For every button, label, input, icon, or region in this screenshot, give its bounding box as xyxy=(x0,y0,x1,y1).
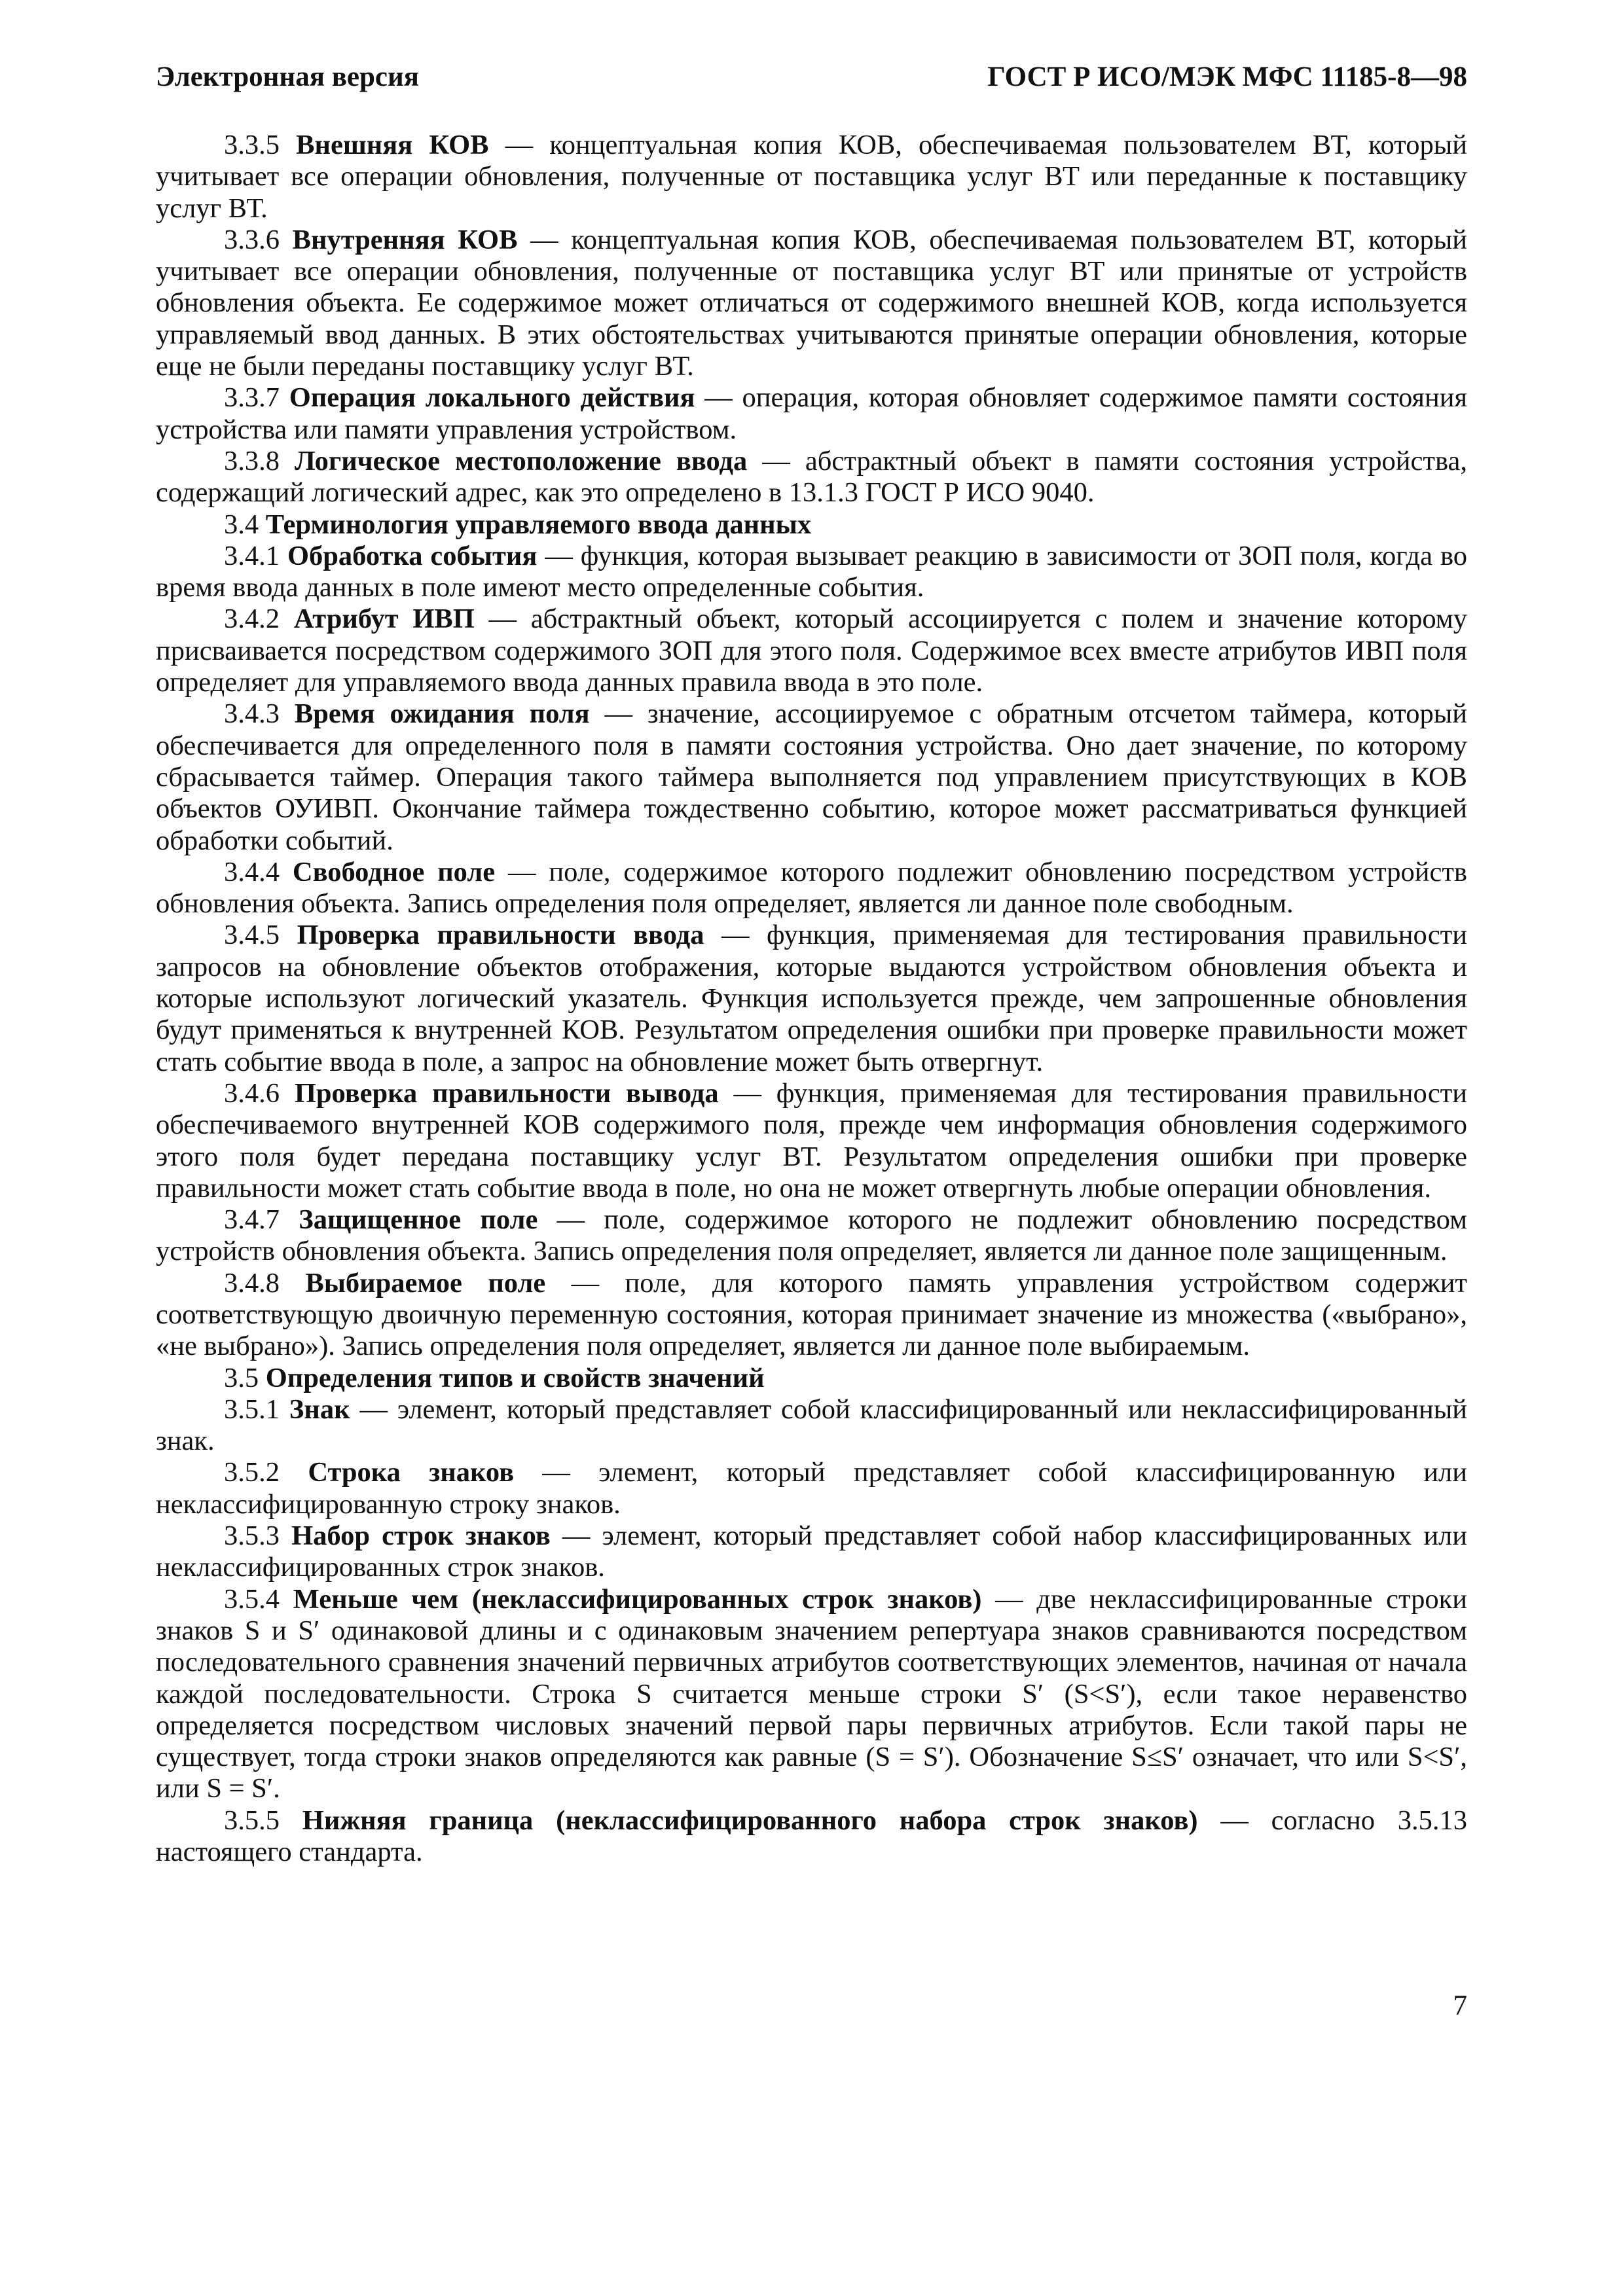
page-header xyxy=(156,58,1467,97)
definition-text: — концептуальная копия КОВ, обеспечиваемая пользователем ВТ, который учитывает все операции обновления, полученные от поставщика услуг ВТ или переданные к поставщику услуг ВТ. xyxy=(156,130,1467,224)
definition-text: — значение, ассоциируемое с обратным отсчетом таймера, который обеспечивается для определенного поля в памяти состояния устройства. Оно дает значение, по которому сбрасывается таймер. Операция такого таймера выполняется под управлением присутствующих в КОВ объектов ОУИВП. Окончание таймера тождественно событию, которое может рассматриваться функцией обработки событий. xyxy=(156,698,1467,856)
clause-number: 3.4.2 xyxy=(224,603,280,635)
paragraph xyxy=(156,698,1467,856)
clause-number: 3.5.2 xyxy=(224,1457,280,1488)
clause-number: 3.4.4 xyxy=(224,856,280,888)
definition-text: — операция, которая обновляет содержимое памяти состояния устройства или памяти управления устройством. xyxy=(156,382,1467,445)
defined-term: Время ожидания поля xyxy=(294,698,590,730)
clause-number: 3.3.5 xyxy=(224,130,280,160)
paragraph xyxy=(156,1394,1467,1458)
paragraph xyxy=(156,446,1467,509)
paragraph xyxy=(156,857,1467,920)
clause-number: 3.4.7 xyxy=(224,1204,280,1236)
clause-number: 3.5.1 xyxy=(224,1393,280,1425)
definition-text: — абстрактный объект, который ассоциируется с полем и значение которому присваивается посредством содержимого ЗОП для этого поля. Содержимое всех вместе атрибутов ИВП поля определяет для управляемого ввода данных правила ввода в это поле. xyxy=(156,603,1468,698)
defined-term: Проверка правильности ввода xyxy=(297,920,704,951)
defined-term: Знак xyxy=(289,1393,350,1425)
definition-text: — две неклассифицированные строки знаков S и S′ одинаковой длины и с одинаковым значением репертуара знаков сравниваются посредством последовательного сравнения значений первичных атрибутов соответствующих элементов, начиная от начала каждой последовательности. Строка S считается меньше строки S′ (S<S′), если такое неравенство определяется посредством числовых значений первой пары первичных атрибутов. Если такой пары не существует, тогда строки знаков определяются как равные (S = S′). Обозначение S≤S′ означает, что или S<S′, или S = S′. xyxy=(156,1583,1468,1804)
defined-term: Внешняя КОВ xyxy=(296,130,489,160)
paragraph xyxy=(156,1805,1467,1869)
paragraph xyxy=(156,541,1467,604)
header-standard-code: ГОСТ Р ИСО/МЭК МФС 11185-8—98 xyxy=(987,62,1467,92)
definition-text: — поле, для которого память управления устройством содержит соответствующую двоичную переменную состояния, которая принимает значение из множества («выбрано», «не выбрано»). Запись определения поля определяет, является ли данное поле выбираемым. xyxy=(156,1267,1468,1362)
paragraph xyxy=(156,1584,1467,1805)
paragraph xyxy=(156,382,1467,446)
paragraph xyxy=(156,920,1467,1077)
clause-number: 3.3.6 xyxy=(224,224,280,255)
definition-text: — функция, применяемая для тестирования правильности запросов на обновление объектов отображения, которые выдаются устройством обновления объекта и которые используют логический указатель. Функция используется прежде, чем запрошенные обновления будут применяться к внутренней КОВ. Результатом определения ошибки при проверке правильности может стать событие ввода в поле, а запрос на обновление может быть отвергнут. xyxy=(156,920,1467,1077)
clause-number: 3.5.4 xyxy=(224,1583,280,1615)
paragraph xyxy=(156,224,1467,382)
clause-number: 3.4.1 xyxy=(224,540,280,571)
clause-number: 3.4.3 xyxy=(224,698,280,730)
defined-term: Строка знаков xyxy=(308,1457,515,1488)
defined-term: Защищенное поле xyxy=(299,1204,538,1236)
clause-number: 3.3.7 xyxy=(224,382,280,414)
page-number: 7 xyxy=(1453,1990,1467,2021)
defined-term: Проверка правильности вывода xyxy=(294,1077,719,1109)
paragraph xyxy=(156,1204,1467,1268)
defined-term: Внутренняя КОВ xyxy=(292,224,518,255)
paragraph xyxy=(156,1078,1467,1204)
document-body xyxy=(156,130,1467,1868)
paragraph xyxy=(156,1457,1467,1520)
paragraph xyxy=(156,509,1467,541)
paragraph xyxy=(156,603,1467,698)
clause-number: 3.4.5 xyxy=(224,920,280,951)
defined-term: Обработка события xyxy=(287,540,538,571)
definition-text: — функция, которая вызывает реакцию в зависимости от ЗОП поля, когда во время ввода данных в поле имеют место определенные события. xyxy=(156,540,1468,603)
defined-term: Набор строк знаков xyxy=(291,1520,551,1552)
clause-number: 3.4.6 xyxy=(224,1077,280,1109)
definition-text: — согласно 3.5.13 настоящего стандарта. xyxy=(156,1804,1467,1868)
definition-text: — абстрактный объект в памяти состояния устройства, содержащий логический адрес, как это определено в 13.1.3 ГОСТ Р ИСО 9040. xyxy=(156,445,1467,509)
definition-text: — функция, применяемая для тестирования правильности обеспечиваемого внутренней КОВ содержимого поля, прежде чем информация обновления содержимого этого поля будет передана поставщику услуг ВТ. Результатом определения ошибки при проверке правильности может стать событие ввода в поле, но она не может отвергнуть любые операции обновления. xyxy=(156,1077,1467,1204)
definition-text: — элемент, который представляет собой набор классифицированных или неклассифицированных строк знаков. xyxy=(156,1520,1468,1583)
defined-term: Определения типов и свойств значений xyxy=(265,1362,765,1393)
definition-text: — элемент, который представляет собой классифицированную или неклассифицированную строку знаков. xyxy=(156,1457,1468,1520)
clause-number: 3.5.3 xyxy=(224,1520,280,1552)
definition-text: — поле, содержимое которого подлежит обновлению посредством устройств обновления объекта. Запись определения поля определяет, является ли данное поле свободным. xyxy=(156,856,1467,920)
defined-term: Терминология управляемого ввода данных xyxy=(265,509,812,540)
paragraph xyxy=(156,1268,1467,1363)
paragraph xyxy=(156,130,1467,224)
definition-text: — концептуальная копия КОВ, обеспечиваемая пользователем ВТ, который учитывает все операции обновления, полученные от поставщика услуг ВТ или принятые от устройств обновления объекта. Ее содержимое может отличаться от содержимого внешней КОВ, когда используется управляемый ввод данных. В этих обстоятельствах учитываются принятые операции обновления, которые еще не были переданы поставщику услуг ВТ. xyxy=(156,224,1467,382)
definition-text: — элемент, который представляет собой классифицированный или неклассифицированный знак. xyxy=(156,1393,1467,1457)
defined-term: Нижняя граница (неклассифицированного набора строк знаков) xyxy=(302,1804,1198,1836)
clause-number: 3.4 xyxy=(224,509,259,540)
defined-term: Меньше чем (неклассифицированных строк знаков) xyxy=(293,1583,982,1615)
clause-number: 3.5.5 xyxy=(224,1804,280,1836)
clause-number: 3.4.8 xyxy=(224,1267,280,1299)
header-edition-label: Электронная версия xyxy=(156,62,420,92)
clause-number: 3.3.8 xyxy=(224,445,280,476)
defined-term: Атрибут ИВП xyxy=(293,603,475,635)
definition-text: — поле, содержимое которого не подлежит обновлению посредством устройств обновления объекта. Запись определения поля определяет, является ли данное поле защищенным. xyxy=(156,1204,1468,1267)
paragraph xyxy=(156,1363,1467,1394)
paragraph xyxy=(156,1520,1467,1584)
defined-term: Операция локального действия xyxy=(289,382,695,414)
clause-number: 3.5 xyxy=(224,1362,259,1393)
defined-term: Логическое местоположение ввода xyxy=(295,445,748,476)
defined-term: Выбираемое поле xyxy=(305,1267,546,1299)
defined-term: Свободное поле xyxy=(292,856,496,888)
